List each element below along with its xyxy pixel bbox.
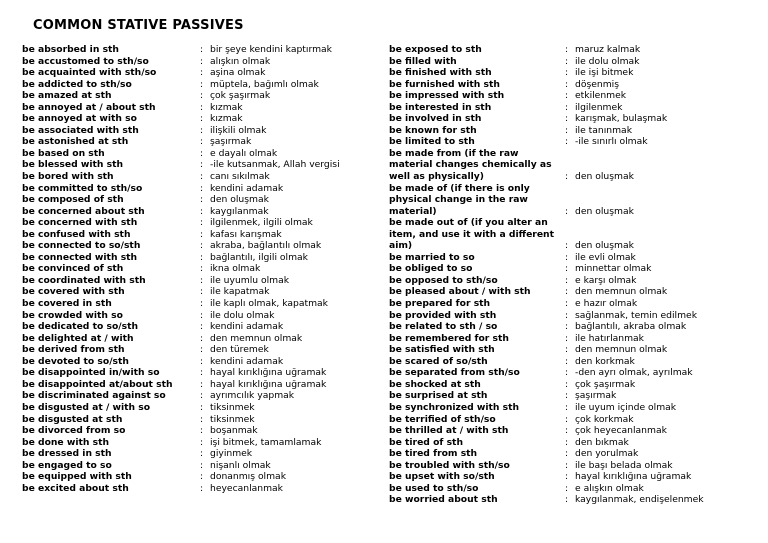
- separator-colon: :: [565, 67, 569, 79]
- separator-colon: :: [565, 494, 569, 506]
- list-item: [389, 379, 759, 391]
- separator-colon: :: [565, 298, 569, 310]
- term: be concerned with sth: [22, 217, 138, 229]
- separator-colon: :: [200, 355, 204, 367]
- meaning: canı sıkılmak: [210, 171, 270, 183]
- term: be blessed with sth: [22, 159, 124, 171]
- separator-colon: :: [200, 263, 204, 275]
- meaning: maruz kalmak: [575, 44, 641, 55]
- list-item: [22, 206, 367, 218]
- separator-colon: :: [565, 90, 569, 102]
- list-item: [389, 102, 759, 114]
- term: be obliged to so: [389, 263, 473, 275]
- meaning: etkilenmek: [575, 90, 627, 102]
- list-item: [389, 275, 759, 287]
- term: be tired of sth: [389, 436, 463, 448]
- term: be excited about sth: [22, 482, 129, 494]
- term: be based on sth: [22, 147, 105, 159]
- separator-colon: :: [565, 124, 569, 136]
- separator-colon: :: [565, 240, 569, 252]
- list-item: [389, 217, 759, 252]
- term: be finished with sth: [389, 67, 492, 79]
- separator-colon: :: [565, 367, 569, 379]
- list-item: [389, 483, 759, 495]
- meaning: kendini adamak: [210, 321, 284, 333]
- meaning: den oluşmak: [575, 240, 634, 252]
- term: be surprised at sth: [389, 390, 488, 402]
- separator-colon: :: [200, 205, 204, 217]
- term: be scared of so/sth: [389, 355, 488, 367]
- list-item: [22, 159, 367, 171]
- term: be disappointed at/about sth: [22, 378, 173, 390]
- meaning: den memnun olmak: [575, 286, 668, 298]
- list-item: [389, 286, 759, 298]
- list-item: [22, 437, 367, 449]
- term: be covered with sth: [22, 286, 125, 298]
- term: be limited to sth: [389, 136, 475, 148]
- meaning: ile kaplı olmak, kapatmak: [210, 298, 328, 310]
- list-item: [22, 379, 367, 391]
- separator-colon: :: [565, 321, 569, 333]
- list-item: [22, 217, 367, 229]
- meaning: çok şaşırmak: [575, 378, 636, 390]
- separator-colon: :: [200, 78, 204, 90]
- term: be troubled with sth/so: [389, 459, 510, 471]
- list-item: [389, 356, 759, 368]
- term: be addicted to sth/so: [22, 78, 132, 90]
- list-item: [389, 263, 759, 275]
- separator-colon: :: [200, 344, 204, 356]
- separator-colon: :: [200, 367, 204, 379]
- meaning: den bıkmak: [575, 436, 629, 448]
- meaning: sağlanmak, temin edilmek: [575, 309, 698, 321]
- term: be discriminated against so: [22, 390, 166, 402]
- meaning: şaşırmak: [575, 390, 617, 402]
- meaning: ilişkili olmak: [210, 124, 267, 136]
- list-item: [389, 460, 759, 472]
- meaning: -den ayrı olmak, ayrılmak: [575, 367, 693, 379]
- meaning: kafası karışmak: [210, 228, 282, 240]
- meaning: -ile sınırlı olmak: [575, 136, 648, 148]
- separator-colon: :: [200, 171, 204, 183]
- term: be convinced of sth: [22, 263, 124, 275]
- term: be confused with sth: [22, 228, 131, 240]
- meaning: e karşı olmak: [575, 274, 637, 286]
- separator-colon: :: [200, 390, 204, 402]
- list-item: [389, 425, 759, 437]
- list-item: [22, 310, 367, 322]
- term: be remembered for sth: [389, 332, 509, 344]
- term: be interested in sth: [389, 101, 492, 113]
- separator-colon: :: [565, 390, 569, 402]
- meaning: den korkmak: [575, 355, 635, 367]
- meaning: kendini adamak: [210, 182, 284, 194]
- list-item: [22, 344, 367, 356]
- meaning: ayrımcılık yapmak: [210, 390, 295, 402]
- meaning: den memnun olmak: [210, 332, 303, 344]
- meaning: akraba, bağlantılı olmak: [210, 240, 322, 252]
- meaning: kızmak: [210, 101, 243, 113]
- list-item: [389, 344, 759, 356]
- separator-colon: :: [565, 344, 569, 356]
- list-item: [22, 321, 367, 333]
- list-item: [22, 263, 367, 275]
- separator-colon: :: [200, 482, 204, 494]
- list-item: [389, 90, 759, 102]
- list-item: [389, 448, 759, 460]
- meaning: ile hatırlanmak: [575, 332, 644, 344]
- list-item: [22, 448, 367, 460]
- term: be prepared for sth: [389, 298, 491, 310]
- separator-colon: :: [565, 78, 569, 90]
- term: be done with sth: [22, 436, 110, 448]
- term: be upset with so/sth: [389, 471, 495, 483]
- term: be tired from sth: [389, 448, 478, 460]
- separator-colon: :: [200, 67, 204, 79]
- term: be divorced from so: [22, 425, 126, 437]
- meaning: ikna olmak: [210, 263, 261, 275]
- separator-colon: :: [565, 378, 569, 390]
- separator-colon: :: [565, 482, 569, 494]
- meaning: giyinmek: [210, 448, 253, 460]
- meaning: kızmak: [210, 113, 243, 125]
- list-item: [389, 310, 759, 322]
- list-item: [389, 494, 759, 506]
- list-item: [22, 356, 367, 368]
- separator-colon: :: [200, 101, 204, 113]
- term: be committed to sth/so: [22, 182, 143, 194]
- separator-colon: :: [565, 205, 569, 217]
- term: be thrilled at / with sth: [389, 425, 509, 437]
- list-item: [389, 402, 759, 414]
- term: be impressed with sth: [389, 90, 505, 102]
- term: be connected with sth: [22, 251, 138, 263]
- list-item: [22, 252, 367, 264]
- list-item: [389, 79, 759, 91]
- list-item: [22, 240, 367, 252]
- term: be furnished with sth: [389, 78, 500, 90]
- term: be annoyed at with so: [22, 113, 137, 125]
- list-item: [389, 56, 759, 68]
- list-item: [22, 44, 367, 56]
- meaning: ile tanınmak: [575, 124, 633, 136]
- term: be made out of (if you alter an item, and use it with a different aim): [389, 217, 554, 252]
- meaning: işi bitmek, tamamlamak: [210, 436, 322, 448]
- term: be absorbed in sth: [22, 44, 119, 55]
- list-item: [389, 367, 759, 379]
- term: be opposed to sth/so: [389, 274, 498, 286]
- separator-colon: :: [200, 159, 204, 171]
- left-column: [22, 44, 367, 494]
- separator-colon: :: [565, 413, 569, 425]
- separator-colon: :: [200, 401, 204, 413]
- meaning: ile dolu olmak: [210, 309, 275, 321]
- meaning: kaygılanmak, endişelenmek: [575, 494, 704, 506]
- separator-colon: :: [200, 240, 204, 252]
- meaning: ile işi bitmek: [575, 67, 634, 79]
- list-item: [22, 425, 367, 437]
- meaning: çok heyecanlanmak: [575, 425, 667, 437]
- list-item: [22, 136, 367, 148]
- list-item: [22, 286, 367, 298]
- separator-colon: :: [200, 378, 204, 390]
- term: be known for sth: [389, 124, 477, 136]
- separator-colon: :: [200, 459, 204, 471]
- term: be coordinated with sth: [22, 274, 146, 286]
- meaning: e alışkın olmak: [575, 482, 644, 494]
- separator-colon: :: [200, 147, 204, 159]
- list-item: [389, 125, 759, 137]
- list-item: [22, 171, 367, 183]
- separator-colon: :: [565, 136, 569, 148]
- term: be delighted at / with: [22, 332, 134, 344]
- meaning: çok korkmak: [575, 413, 634, 425]
- meaning: aşina olmak: [210, 67, 266, 79]
- term: be synchronized with sth: [389, 401, 520, 413]
- separator-colon: :: [565, 101, 569, 113]
- term: be concerned about sth: [22, 205, 145, 217]
- separator-colon: :: [565, 448, 569, 460]
- term: be terrified of sth/so: [389, 413, 496, 425]
- separator-colon: :: [565, 436, 569, 448]
- list-item: [22, 298, 367, 310]
- separator-colon: :: [200, 55, 204, 67]
- meaning: müptela, bağımlı olmak: [210, 78, 319, 90]
- separator-colon: :: [200, 332, 204, 344]
- meaning: kendini adamak: [210, 355, 284, 367]
- term: be used to sth/so: [389, 482, 479, 494]
- meaning: ile kapatmak: [210, 286, 270, 298]
- meaning: ile dolu olmak: [575, 55, 640, 67]
- separator-colon: :: [565, 332, 569, 344]
- meaning: boşanmak: [210, 425, 258, 437]
- term: be crowded with so: [22, 309, 123, 321]
- list-item: [22, 194, 367, 206]
- meaning: hayal kırıklığına uğramak: [210, 378, 327, 390]
- term: be provided with sth: [389, 309, 497, 321]
- page-title: COMMON STATIVE PASSIVES: [33, 18, 244, 33]
- meaning: den oluşmak: [575, 171, 634, 183]
- term: be filled with: [389, 55, 457, 67]
- list-item: [389, 44, 759, 56]
- meaning: ile uyum içinde olmak: [575, 401, 677, 413]
- separator-colon: :: [200, 321, 204, 333]
- term: be dressed in sth: [22, 448, 112, 460]
- meaning: şaşırmak: [210, 136, 252, 148]
- term: be astonished at sth: [22, 136, 129, 148]
- meaning: hayal kırıklığına uğramak: [210, 367, 327, 379]
- separator-colon: :: [565, 459, 569, 471]
- term: be pleased about / with sth: [389, 286, 531, 298]
- separator-colon: :: [200, 182, 204, 194]
- term: be shocked at sth: [389, 378, 481, 390]
- separator-colon: :: [200, 194, 204, 206]
- separator-colon: :: [200, 136, 204, 148]
- list-item: [22, 56, 367, 68]
- separator-colon: :: [200, 448, 204, 460]
- meaning: döşenmiş: [575, 78, 620, 90]
- term: be involved in sth: [389, 113, 482, 125]
- term: be annoyed at / about sth: [22, 101, 156, 113]
- term: be acquainted with sth/so: [22, 67, 157, 79]
- meaning: bir şeye kendini kaptırmak: [210, 44, 332, 55]
- meaning: ilgilenmek, ilgili olmak: [210, 217, 313, 229]
- separator-colon: :: [200, 298, 204, 310]
- list-item: [22, 125, 367, 137]
- separator-colon: :: [200, 286, 204, 298]
- list-item: [22, 148, 367, 160]
- separator-colon: :: [565, 274, 569, 286]
- meaning: donanmış olmak: [210, 471, 287, 483]
- list-item: [22, 229, 367, 241]
- separator-colon: :: [200, 44, 204, 55]
- separator-colon: :: [565, 113, 569, 125]
- meaning: ile uyumlu olmak: [210, 274, 290, 286]
- list-item: [22, 402, 367, 414]
- term: be derived from sth: [22, 344, 125, 356]
- term: be exposed to sth: [389, 44, 482, 55]
- separator-colon: :: [200, 113, 204, 125]
- meaning: hayal kırıklığına uğramak: [575, 471, 692, 483]
- separator-colon: :: [200, 251, 204, 263]
- separator-colon: :: [200, 228, 204, 240]
- separator-colon: :: [565, 401, 569, 413]
- meaning: den memnun olmak: [575, 344, 668, 356]
- meaning: tiksinmek: [210, 401, 255, 413]
- meaning: bağlantılı, akraba olmak: [575, 321, 687, 333]
- list-item: [22, 67, 367, 79]
- term: be devoted to so/sth: [22, 355, 129, 367]
- list-item: [389, 67, 759, 79]
- separator-colon: :: [200, 425, 204, 437]
- separator-colon: :: [200, 274, 204, 286]
- meaning: ile başı belada olmak: [575, 459, 673, 471]
- list-item: [389, 390, 759, 402]
- term: be satisfied with sth: [389, 344, 495, 356]
- term: be dedicated to so/sth: [22, 321, 139, 333]
- right-column: [389, 44, 759, 506]
- meaning: ile evli olmak: [575, 251, 636, 263]
- separator-colon: :: [565, 263, 569, 275]
- list-item: [22, 275, 367, 287]
- term: be separated from sth/so: [389, 367, 520, 379]
- meaning: e hazır olmak: [575, 298, 638, 310]
- term: be made of (if there is only physical change in the raw material): [389, 182, 530, 217]
- term: be associated with sth: [22, 124, 139, 136]
- list-item: [22, 102, 367, 114]
- separator-colon: :: [565, 44, 569, 55]
- term: be connected to so/sth: [22, 240, 141, 252]
- meaning: minnettar olmak: [575, 263, 652, 275]
- list-item: [389, 148, 759, 183]
- list-item: [22, 113, 367, 125]
- meaning: den oluşmak: [575, 205, 634, 217]
- separator-colon: :: [200, 413, 204, 425]
- list-item: [22, 367, 367, 379]
- list-item: [22, 460, 367, 472]
- separator-colon: :: [565, 286, 569, 298]
- meaning: alışkın olmak: [210, 55, 271, 67]
- meaning: heyecanlanmak: [210, 482, 283, 494]
- separator-colon: :: [565, 309, 569, 321]
- meaning: çok şaşırmak: [210, 90, 271, 102]
- term: be disgusted at sth: [22, 413, 123, 425]
- list-item: [22, 333, 367, 345]
- list-item: [389, 113, 759, 125]
- term: be accustomed to sth/so: [22, 55, 149, 67]
- term: be amazed at sth: [22, 90, 112, 102]
- separator-colon: :: [200, 217, 204, 229]
- list-item: [22, 390, 367, 402]
- separator-colon: :: [565, 55, 569, 67]
- meaning: den oluşmak: [210, 194, 269, 206]
- separator-colon: :: [200, 471, 204, 483]
- list-item: [22, 90, 367, 102]
- separator-colon: :: [565, 171, 569, 183]
- meaning: den türemek: [210, 344, 269, 356]
- list-item: [389, 252, 759, 264]
- term: be disappointed in/with so: [22, 367, 160, 379]
- meaning: -ile kutsanmak, Allah vergisi: [210, 159, 340, 171]
- meaning: karışmak, bulaşmak: [575, 113, 668, 125]
- meaning: nişanlı olmak: [210, 459, 271, 471]
- term: be equipped with sth: [22, 471, 132, 483]
- list-item: [389, 414, 759, 426]
- list-item: [389, 298, 759, 310]
- term: be married to so: [389, 251, 475, 263]
- meaning: ilgilenmek: [575, 101, 623, 113]
- separator-colon: :: [200, 309, 204, 321]
- term: be engaged to so: [22, 459, 112, 471]
- meaning: kaygılanmak: [210, 205, 269, 217]
- list-item: [22, 483, 367, 495]
- separator-colon: :: [565, 425, 569, 437]
- separator-colon: :: [200, 90, 204, 102]
- term: be worried about sth: [389, 494, 498, 506]
- list-item: [22, 79, 367, 91]
- separator-colon: :: [565, 471, 569, 483]
- meaning: tiksinmek: [210, 413, 255, 425]
- separator-colon: :: [200, 124, 204, 136]
- separator-colon: :: [565, 251, 569, 263]
- list-item: [389, 321, 759, 333]
- list-item: [22, 471, 367, 483]
- meaning: den yorulmak: [575, 448, 639, 460]
- list-item: [389, 183, 759, 218]
- term: be composed of sth: [22, 194, 124, 206]
- list-item: [389, 471, 759, 483]
- term: be disgusted at / with so: [22, 401, 151, 413]
- meaning: bağlantılı, ilgili olmak: [210, 251, 308, 263]
- separator-colon: :: [565, 355, 569, 367]
- term: be bored with sth: [22, 171, 114, 183]
- list-item: [389, 437, 759, 449]
- list-item: [22, 183, 367, 195]
- term: be related to sth / so: [389, 321, 498, 333]
- separator-colon: :: [200, 436, 204, 448]
- list-item: [389, 136, 759, 148]
- term: be covered in sth: [22, 298, 112, 310]
- list-item: [22, 414, 367, 426]
- list-item: [389, 333, 759, 345]
- term: be made from (if the raw material changes chemically as well as physically): [389, 147, 552, 183]
- meaning: e dayalı olmak: [210, 147, 278, 159]
